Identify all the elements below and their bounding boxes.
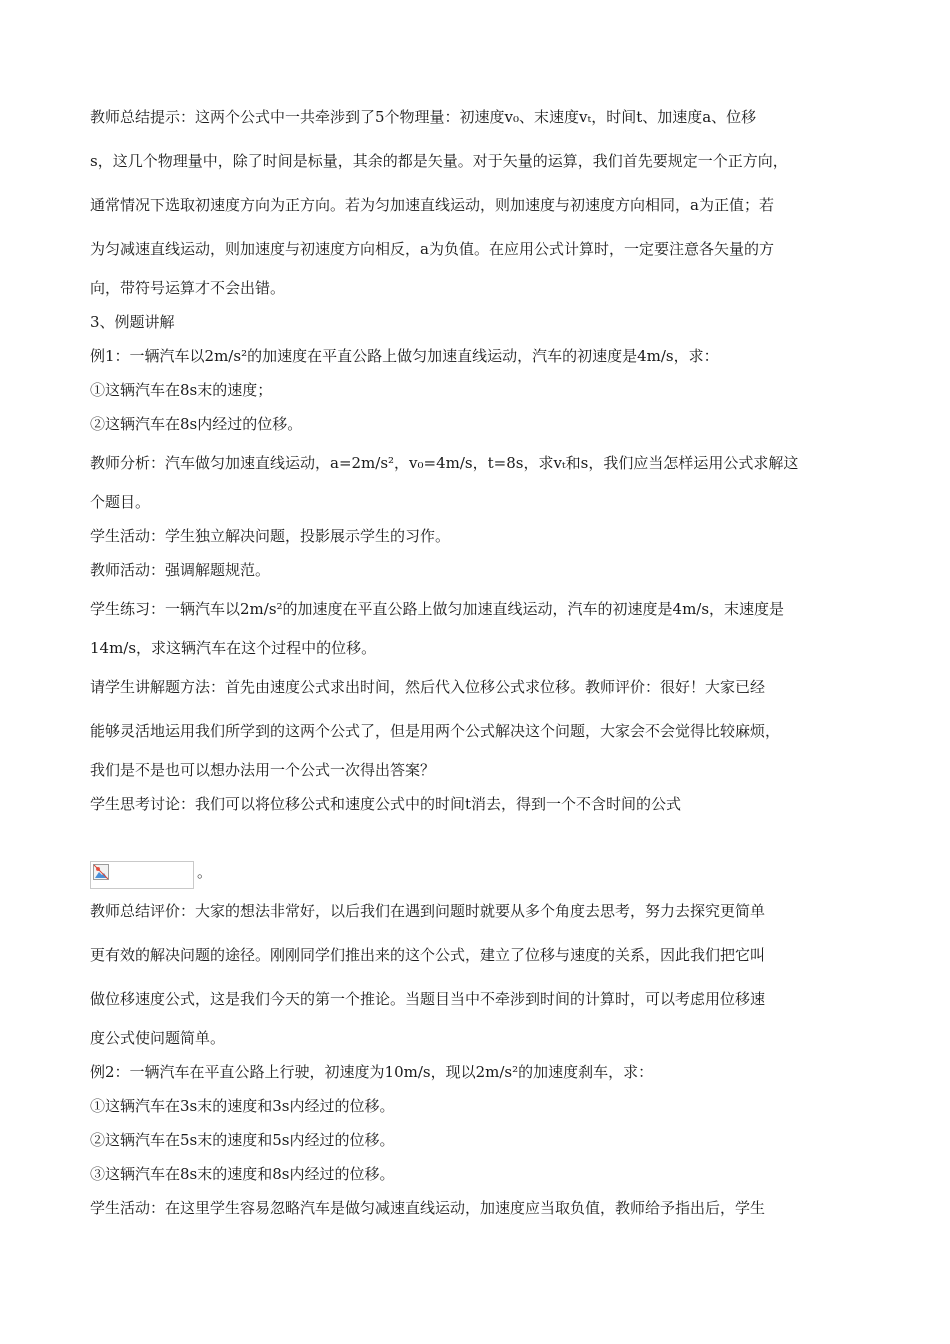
text-line: 学生练习：一辆汽车以2m/s²的加速度在平直公路上做匀加速直线运动，汽车的初速度是4m/s，末速度是 (90, 600, 785, 618)
text-line: ③这辆汽车在8s末的速度和8s内经过的位移。 (90, 1165, 395, 1183)
formula-row (90, 829, 860, 889)
text-line: ①这辆汽车在8s末的速度； (90, 381, 273, 399)
text-line: 为匀减速直线运动，则加速度与初速度方向相反，a为负值。在应用公式计算时，一定要注意各矢量的方 (90, 240, 774, 258)
text-line: 教师活动：强调解题规范。 (90, 561, 271, 579)
text-line: 我们是不是也可以想办法用一个公式一次得出答案？ (90, 761, 436, 779)
text-line: 个题目。 (90, 493, 151, 511)
text-line: 学生活动：在这里学生容易忽略汽车是做匀减速直线运动，加速度应当取负值，教师给予指出后，学生 (90, 1199, 766, 1217)
text-line: 能够灵活地运用我们所学到的这两个公式了，但是用两个公式解决这个问题，大家会不会觉得比较麻烦， (90, 722, 781, 740)
text-line: ①这辆汽车在3s末的速度和3s内经过的位移。 (90, 1097, 395, 1115)
text-line: 学生思考讨论：我们可以将位移公式和速度公式中的时间t消去，得到一个不含时间的公式 (90, 795, 682, 813)
text-line: 更有效的解决问题的途径。刚刚同学们推出来的这个公式，建立了位移与速度的关系，因此我们把它叫 (90, 946, 766, 964)
text-line: ②这辆汽车在8s内经过的位移。 (90, 415, 303, 433)
document-body (90, 95, 860, 1225)
text-line: 请学生讲解题方法：首先由速度公式求出时间，然后代入位移公式求位移。教师评价：很好！大家已经 (90, 678, 766, 696)
text-line: 例2：一辆汽车在平直公路上行驶，初速度为10m/s，现以2m/s²的加速度刹车，求： (90, 1063, 654, 1081)
text-line: s，这几个物理量中，除了时间是标量，其余的都是矢量。对于矢量的运算，我们首先要规定一个正方向， (90, 152, 788, 170)
text-line: 做位移速度公式，这是我们今天的第一个推论。当题目当中不牵涉到时间的计算时，可以考虑用位移速 (90, 990, 766, 1008)
text-after-formula (90, 889, 860, 1225)
text-line: 度公式使问题简单。 (90, 1029, 226, 1047)
text-line: 学生活动：学生独立解决问题，投影展示学生的习作。 (90, 527, 451, 545)
broken-image-icon (93, 864, 109, 880)
text-line: 向，带符号运算才不会出错。 (90, 279, 286, 297)
text-line: 教师总结评价：大家的想法非常好，以后我们在遇到问题时就要从多个角度去思考，努力去探究更简单 (90, 902, 766, 920)
text-line: 14m/s，求这辆汽车在这个过程中的位移。 (90, 639, 377, 657)
formula-suffix: 。 (197, 863, 213, 881)
text-before-formula (90, 95, 860, 821)
text-line: ②这辆汽车在5s末的速度和5s内经过的位移。 (90, 1131, 395, 1149)
formula-image (90, 861, 194, 889)
text-line: 教师总结提示：这两个公式中一共牵涉到了5个物理量：初速度v₀、末速度vₜ，时间t、加速度a、位移 (90, 108, 757, 126)
text-line: 例1：一辆汽车以2m/s²的加速度在平直公路上做匀加速直线运动，汽车的初速度是4m/s，求： (90, 347, 719, 365)
text-line: 通常情况下选取初速度方向为正方向。若为匀加速直线运动，则加速度与初速度方向相同，a为正值；若 (90, 196, 774, 214)
text-line: 3、例题讲解 (90, 313, 175, 331)
text-line: 教师分析：汽车做匀加速直线运动，a=2m/s²，v₀=4m/s，t=8s，求vₜ和s，我们应当怎样运用公式求解这 (90, 454, 799, 472)
